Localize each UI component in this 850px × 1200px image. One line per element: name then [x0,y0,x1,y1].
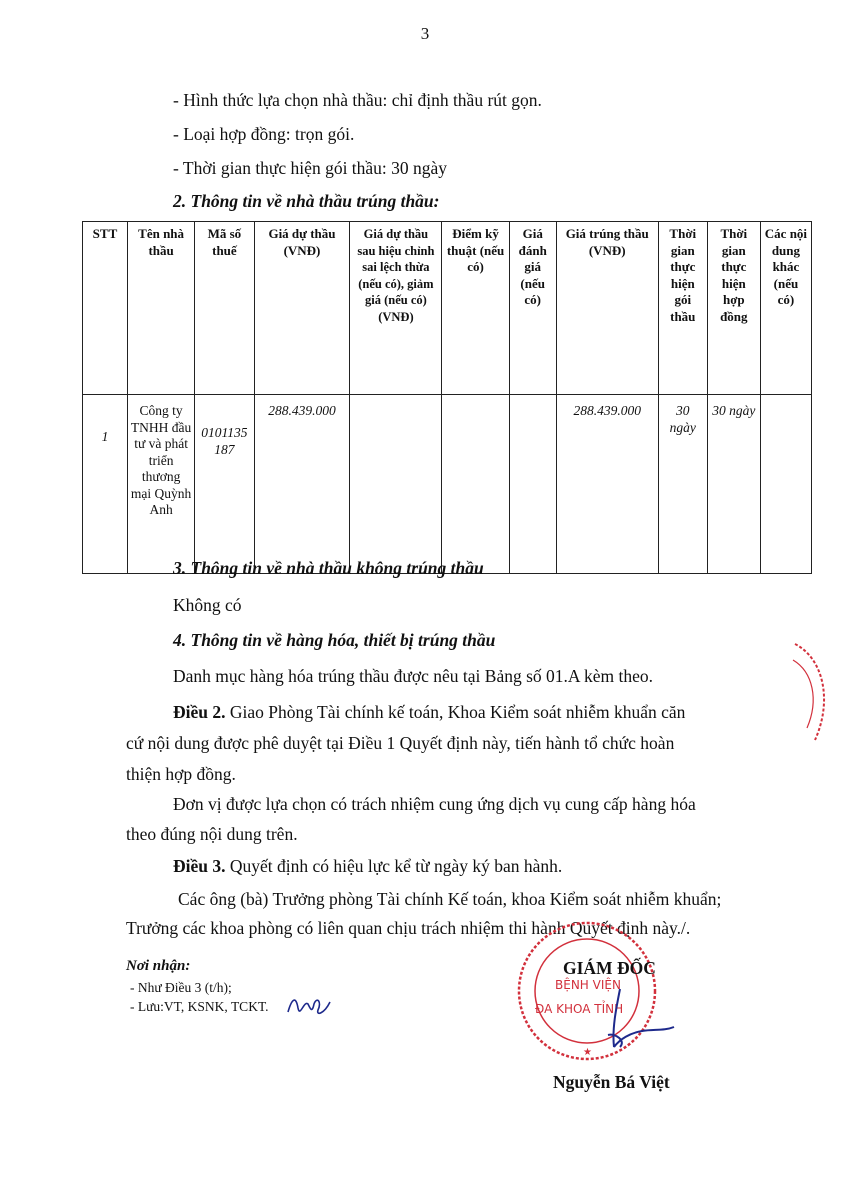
cell-eval-price [509,395,556,574]
article-2-label: Điều 2. [173,702,226,722]
signer-name: Nguyễn Bá Việt [553,1072,670,1092]
section-3-body: Không có [173,595,242,615]
recipient-item: - Lưu:VT, KSNK, TCKT. [130,999,269,1014]
cell-tax-code: 0101135187 [195,395,254,574]
article-2-line-1 [173,700,685,724]
col-header-name: Tên nhà thầu [127,222,194,395]
article-3-label: Điều 3. [173,856,226,876]
partial-seal-icon [775,640,835,750]
svg-text:ĐA KHOA TỈNH: ĐA KHOA TỈNH [535,1002,624,1016]
cell-time-package: 30 ngày [658,395,707,574]
article-2-line-2: cứ nội dung được phê duyệt tại Điều 1 Quyết định này, tiến hành tổ chức hoàn [126,733,675,753]
initials-scribble-icon [284,990,334,1024]
winning-bidder-table [82,221,812,574]
svg-text:BỆNH VIỆN: BỆNH VIỆN [555,978,621,992]
cell-stt: 1 [83,395,128,574]
col-header-time-package: Thời gian thực hiện gói thầu [658,222,707,395]
col-header-eval-price: Giá đánh giá (nếu có) [509,222,556,395]
section-4-body: Danh mục hàng hóa trúng thầu được nêu tại Bảng số 01.A kèm theo. [173,666,653,686]
recipients-title: Nơi nhận: [126,958,191,974]
col-header-other: Các nội dung khác (nếu có) [760,222,811,395]
cell-bid-price: 288.439.000 [254,395,350,574]
final-para-line-1: Các ông (bà) Trưởng phòng Tài chính Kế toán, khoa Kiểm soát nhiễm khuẩn; [178,889,722,909]
final-para-line-2: Trưởng các khoa phòng có liên quan chịu trách nhiệm thi hành Quyết định này./. [126,918,691,938]
table-header-row [83,222,812,395]
page-number: 3 [420,24,430,43]
section-2-title: 2. Thông tin về nhà thầu trúng thầu: [173,191,440,211]
col-header-time-contract: Thời gian thực hiện hợp đồng [707,222,760,395]
col-header-tech-score: Điểm kỹ thuật (nếu có) [442,222,509,395]
section-4-title: 4. Thông tin về hàng hóa, thiết bị trúng thầu [173,630,496,650]
cell-tech-score [442,395,509,574]
recipient-item: - Như Điều 3 (t/h); [130,980,232,995]
signature-scribble-icon [590,985,680,1055]
cell-win-price: 288.439.000 [556,395,658,574]
article-3-line [173,854,562,878]
article-2-text: Giao Phòng Tài chính kế toán, Khoa Kiểm soát nhiễm khuẩn căn [225,702,686,722]
bullet-contract-type: - Loại hợp đồng: trọn gói. [173,124,355,144]
cell-adjusted-price [350,395,442,574]
cell-time-contract: 30 ngày [707,395,760,574]
bullet-duration: - Thời gian thực hiện gói thầu: 30 ngày [173,158,448,178]
bullet-selection-method: - Hình thức lựa chọn nhà thầu: chỉ định thầu rút gọn. [173,90,542,110]
selected-unit-line-1: Đơn vị được lựa chọn có trách nhiệm cung ứng dịch vụ cung cấp hàng hóa [173,794,696,814]
col-header-stt: STT [83,222,128,395]
cell-other [760,395,811,574]
selected-unit-line-2: theo đúng nội dung trên. [126,824,298,844]
cell-bidder-name: Công ty TNHH đầu tư và phát triển thương mại Quỳnh Anh [127,395,194,574]
table-row [83,395,812,574]
col-header-win-price: Giá trúng thầu (VNĐ) [556,222,658,395]
signature-title: GIÁM ĐỐC [563,958,656,978]
article-3-text: Quyết định có hiệu lực kể từ ngày ký ban hành. [225,856,563,876]
section-3-title: 3. Thông tin về nhà thầu không trúng thầu [173,558,484,578]
col-header-tax: Mã số thuế [195,222,254,395]
svg-text:★: ★ [583,1047,592,1058]
article-2-line-3: thiện hợp đồng. [126,764,236,784]
col-header-bid-price: Giá dự thầu (VNĐ) [254,222,350,395]
col-header-adjusted-price: Giá dự thầu sau hiệu chỉnh sai lệch thừa (nếu có), giảm giá (nếu có) (VNĐ) [350,222,442,395]
